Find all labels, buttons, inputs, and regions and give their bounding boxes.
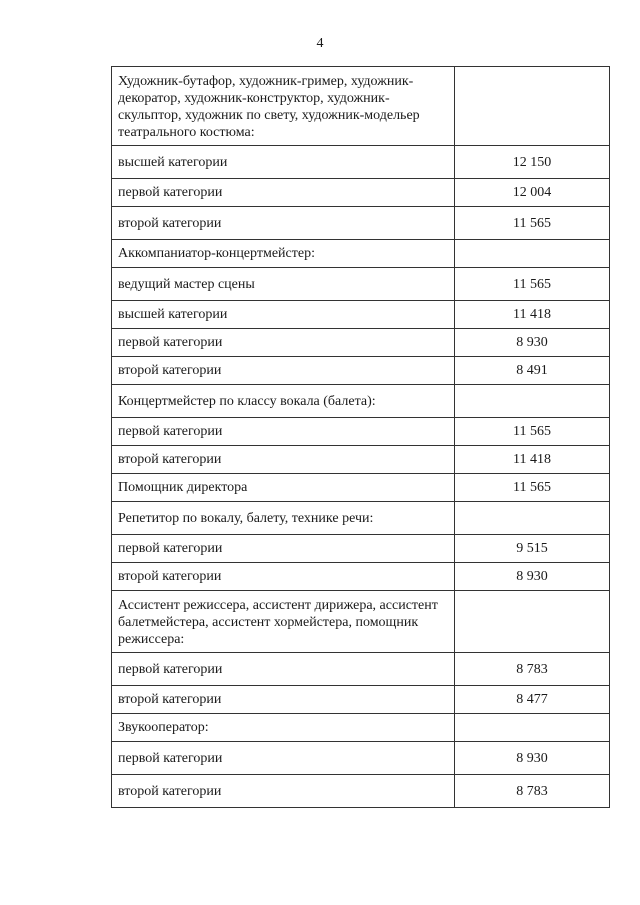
table-row: [112, 357, 610, 385]
position-name: первой категории: [112, 179, 455, 207]
table-row: [112, 67, 610, 146]
position-name: первой категории: [112, 535, 455, 563]
salary-value: [455, 714, 610, 742]
position-name: Аккомпаниатор-концертмейстер:: [112, 240, 455, 268]
table-row: [112, 535, 610, 563]
table-row: [112, 742, 610, 775]
table-row: [112, 474, 610, 502]
position-name: второй категории: [112, 775, 455, 808]
position-name: ведущий мастер сцены: [112, 268, 455, 301]
salary-value: 11 565: [455, 418, 610, 446]
salary-value: 11 418: [455, 301, 610, 329]
table-row: [112, 179, 610, 207]
position-name: второй категории: [112, 207, 455, 240]
position-name: высшей категории: [112, 301, 455, 329]
position-name: высшей категории: [112, 146, 455, 179]
table-row: [112, 446, 610, 474]
table-row: [112, 418, 610, 446]
salary-value: [455, 502, 610, 535]
salary-value: 11 418: [455, 446, 610, 474]
table-row: [112, 146, 610, 179]
table-row: [112, 714, 610, 742]
table-row: [112, 385, 610, 418]
position-name: Художник-бутафор, художник-гример, художник-декоратор, художник-конструктор, художник-скульптор, художник по свету, художник-модельер театрального костюма:: [112, 67, 455, 146]
position-name: второй категории: [112, 563, 455, 591]
table-row: [112, 268, 610, 301]
salary-value: 8 491: [455, 357, 610, 385]
table-row: [112, 207, 610, 240]
position-name: первой категории: [112, 742, 455, 775]
position-name: Репетитор по вокалу, балету, технике речи:: [112, 502, 455, 535]
salary-table: [111, 66, 610, 808]
position-name: второй категории: [112, 686, 455, 714]
salary-value: 8 930: [455, 742, 610, 775]
page-number: 4: [316, 36, 324, 51]
position-name: Концертмейстер по классу вокала (балета):: [112, 385, 455, 418]
table-row: [112, 329, 610, 357]
salary-value: [455, 591, 610, 653]
position-name: второй категории: [112, 446, 455, 474]
salary-value: [455, 385, 610, 418]
salary-value: 11 565: [455, 474, 610, 502]
position-name: Ассистент режиссера, ассистент дирижера, ассистент балетмейстера, ассистент хормейстера, помощник режиссера:: [112, 591, 455, 653]
position-name: Звукооператор:: [112, 714, 455, 742]
position-name: первой категории: [112, 418, 455, 446]
table-row: [112, 775, 610, 808]
table-row: [112, 240, 610, 268]
table-row: [112, 563, 610, 591]
position-name: Помощник директора: [112, 474, 455, 502]
position-name: первой категории: [112, 329, 455, 357]
salary-value: 8 783: [455, 653, 610, 686]
salary-value: 12 150: [455, 146, 610, 179]
salary-value: 8 783: [455, 775, 610, 808]
salary-value: 8 477: [455, 686, 610, 714]
table-row: [112, 502, 610, 535]
salary-value: 9 515: [455, 535, 610, 563]
salary-value: [455, 67, 610, 146]
salary-value: [455, 240, 610, 268]
salary-value: 12 004: [455, 179, 610, 207]
table-row: [112, 301, 610, 329]
salary-value: 11 565: [455, 268, 610, 301]
salary-value: 8 930: [455, 563, 610, 591]
table-row: [112, 686, 610, 714]
salary-value: 11 565: [455, 207, 610, 240]
salary-value: 8 930: [455, 329, 610, 357]
position-name: первой категории: [112, 653, 455, 686]
table-row: [112, 653, 610, 686]
table-row: [112, 591, 610, 653]
position-name: второй категории: [112, 357, 455, 385]
